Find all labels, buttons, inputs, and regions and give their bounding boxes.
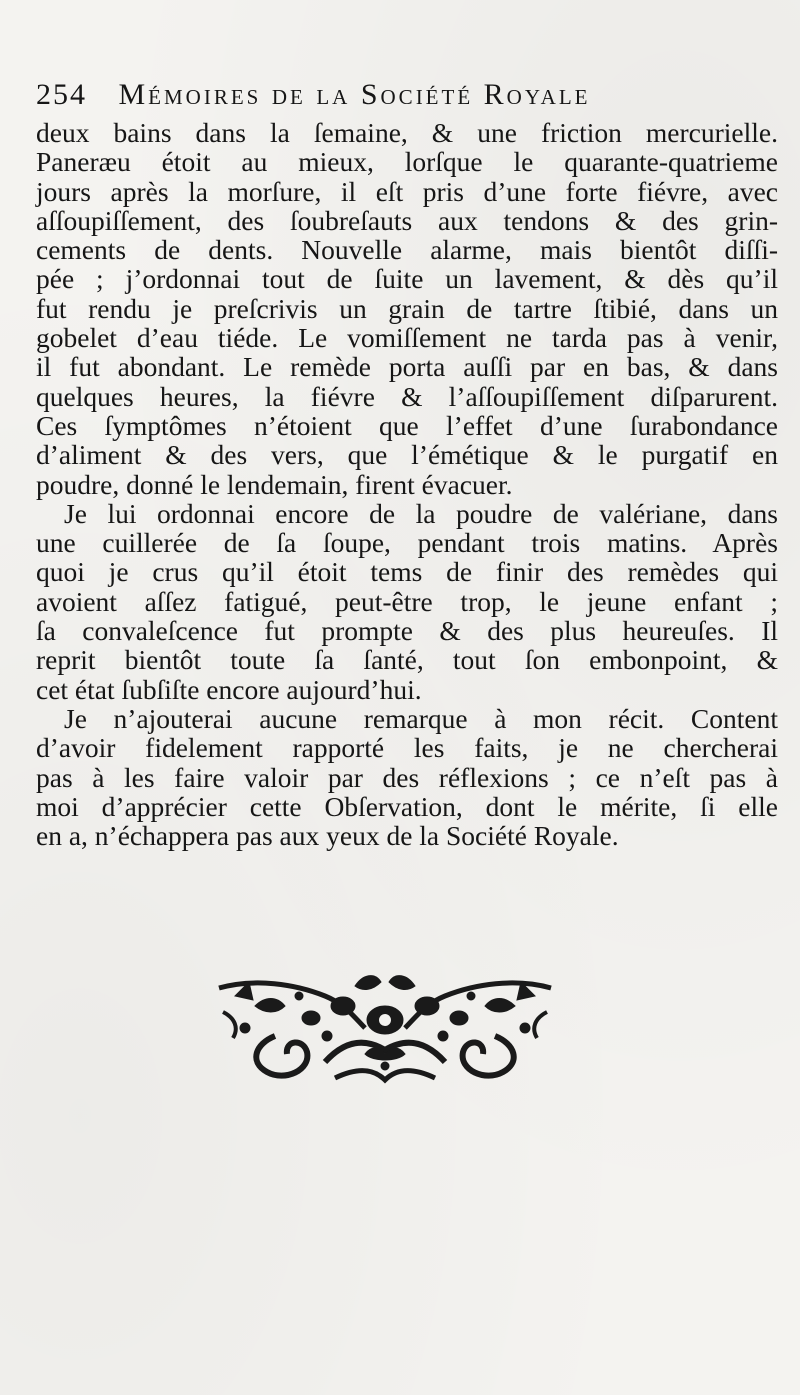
text-line: reprit bientôt toute ſa ſanté, tout ſon embonpoint, & xyxy=(36,644,778,676)
text-line: cet état ſubſiſte encore aujourd’hui. xyxy=(36,673,422,705)
text-line: deux bains dans la ſemaine, & une friction mercurielle. xyxy=(36,117,778,148)
text-line: pée ; j’ordonnai tout de ſuite un lavement, & dès qu’il xyxy=(36,263,778,295)
text-line: avoient aſſez fatigué, peut-être trop, le jeune enfant ; xyxy=(36,585,778,617)
page-header xyxy=(36,78,776,122)
text-line: quoi je crus qu’il étoit tems de finir des remèdes qui xyxy=(36,556,778,588)
text-line: moi d’apprécier cette Obſervation, dont le mérite, ſi elle xyxy=(36,790,778,822)
text-line: en a, n’échappera pas aux yeux de la Société Royale. xyxy=(36,820,619,852)
text-line: d’avoir fidelement rapporté les faits, je ne chercherai xyxy=(36,732,778,764)
text-line: aſſoupiſſement, des ſoubreſauts aux tendons & des grin- xyxy=(36,204,778,236)
text-line: Ces ſymptômes n’étoient que l’effet d’une ſurabondance xyxy=(36,409,778,441)
text-line: ſa convaleſcence fut prompte & des plus heureuſes. Il xyxy=(36,615,778,647)
text-line: cements de dents. Nouvelle alarme, mais bientôt diſſi- xyxy=(36,234,778,266)
page-number: 254 xyxy=(36,78,87,111)
text-line: Paneræu étoit au mieux, lorſque le quarante-quatrieme xyxy=(36,146,778,178)
text-line: une cuillerée de ſa ſoupe, pendant trois matins. Après xyxy=(36,527,778,559)
text-line: il fut abondant. Le remède porta auſſi par en bas, & dans xyxy=(36,351,778,383)
floral-ornament-icon xyxy=(215,966,555,1090)
text-line: poudre, donné le lendemain, firent évacuer. xyxy=(36,468,513,500)
text-line: pas à les faire valoir par des réflexions ; ce n’eſt pas à xyxy=(36,761,778,793)
text-line: jours après la morſure, il eſt pris d’une forte fiévre, avec xyxy=(36,175,778,207)
body-text xyxy=(36,118,778,850)
text-line: quelques heures, la fiévre & l’aſſoupiſſement diſparurent. xyxy=(36,380,778,412)
text-line: Je n’ajouterai aucune remarque à mon récit. Content xyxy=(64,702,778,734)
text-line: d’aliment & des vers, que l’émétique & le purgatif en xyxy=(36,439,778,471)
text-line: fut rendu je preſcrivis un grain de tartre ſtibié, dans un xyxy=(36,292,778,324)
text-line: gobelet d’eau tiéde. Le vomiſſement ne tarda pas à venir, xyxy=(36,322,778,354)
text-line: Je lui ordonnai encore de la poudre de valériane, dans xyxy=(64,497,778,529)
running-title: Mémoires de la Société Royale xyxy=(118,78,591,111)
